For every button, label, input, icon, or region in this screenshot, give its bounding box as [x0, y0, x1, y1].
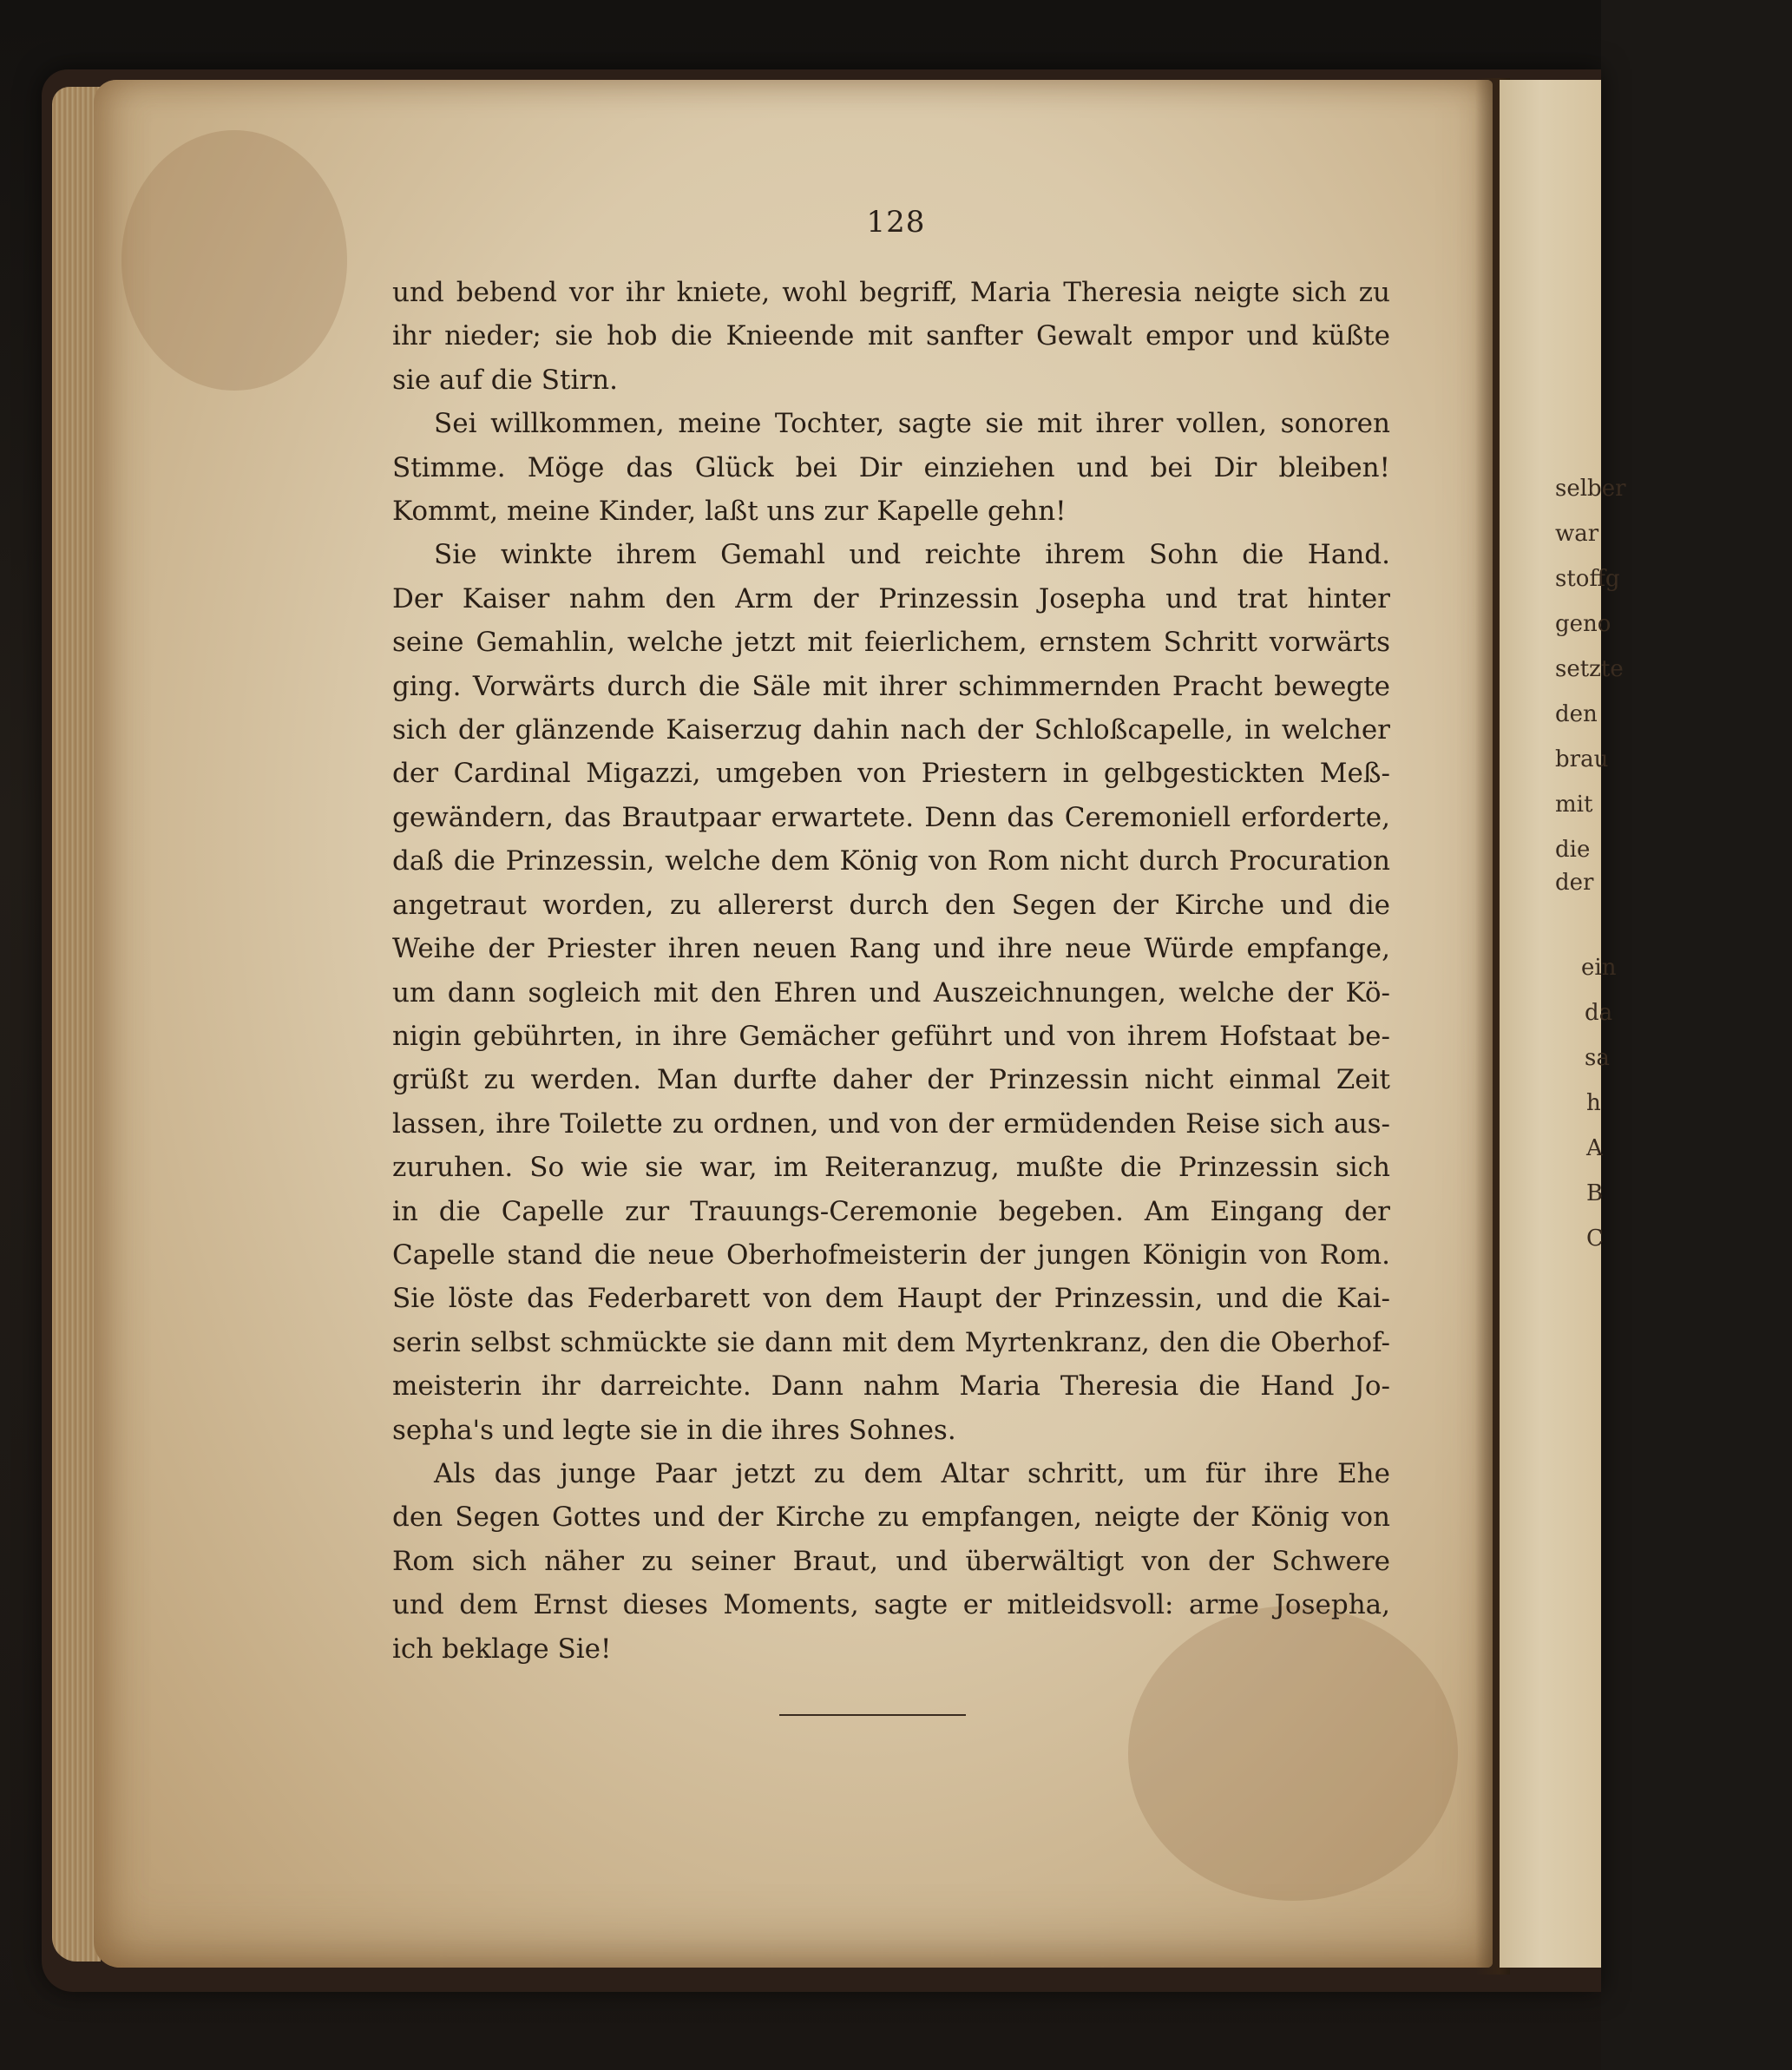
text-line: Kommt, meine Kinder, laßt uns zur Kapelle gehn!: [392, 496, 1067, 528]
text-line: Sie löste das Federbarett von dem Haupt der Prinzessin, und die Kai-: [392, 1283, 1390, 1315]
facing-page-word: geno: [1555, 611, 1611, 637]
text-line: grüßt zu werden. Man durfte daher der Prinzessin nicht einmal Zeit: [392, 1064, 1390, 1096]
facing-page-word: ein: [1581, 955, 1617, 981]
section-divider: [779, 1714, 966, 1716]
text-line: und dem Ernst dieses Moments, sagte er mitleidsvoll: arme Josepha,: [392, 1589, 1390, 1621]
text-line: der Cardinal Migazzi, umgeben von Priestern in gelbgestickten Meß-: [392, 758, 1390, 790]
text-line: lassen, ihre Toilette zu ordnen, und von der ermüdenden Reise sich aus-: [392, 1107, 1390, 1140]
facing-page-word: selber: [1555, 476, 1626, 502]
text-line: Als das junge Paar jetzt zu dem Altar schritt, um für ihre Ehe: [434, 1457, 1390, 1489]
facing-page-word: C: [1586, 1226, 1604, 1252]
text-line: ihr nieder; sie hob die Knieende mit sanfter Gewalt empor und küßte: [392, 320, 1390, 352]
facing-page-word: brau: [1555, 746, 1609, 772]
text-line: Sei willkommen, meine Tochter, sagte sie mit ihrer vollen, sonoren: [434, 408, 1390, 440]
text-line: seine Gemahlin, welche jetzt mit feierlichem, ernstem Schritt vorwärts: [392, 627, 1390, 659]
page-number: 128: [866, 205, 926, 240]
text-line: Der Kaiser nahm den Arm der Prinzessin Josepha und trat hinter: [392, 582, 1390, 614]
facing-page-word: da: [1585, 1000, 1613, 1026]
text-line: den Segen Gottes und der Kirche zu empfangen, neigte der König von: [392, 1502, 1390, 1534]
text-line: in die Capelle zur Trauungs-Ceremonie begeben. Am Eingang der: [392, 1195, 1390, 1227]
text-line: sich der glänzende Kaiserzug dahin nach der Schloßcapelle, in welcher: [392, 714, 1390, 746]
facing-page-word: stoffg: [1555, 566, 1620, 592]
facing-page-word: mit: [1555, 792, 1593, 818]
text-line: gewändern, das Brautpaar erwartete. Denn das Ceremoniell erforderte,: [392, 801, 1390, 833]
facing-page-word: die: [1555, 837, 1591, 863]
facing-page-word: sa: [1585, 1045, 1610, 1071]
text-line: meisterin ihr darreichte. Dann nahm Maria Theresia die Hand Jo-: [392, 1370, 1390, 1403]
text-line: Rom sich näher zu seiner Braut, und überwältigt von der Schwere: [392, 1545, 1390, 1577]
text-line: um dann sogleich mit den Ehren und Auszeichnungen, welche der Kö-: [392, 976, 1390, 1009]
text-line: ich beklage Sie!: [392, 1633, 612, 1665]
text-line: serin selbst schmückte sie dann mit dem Myrtenkranz, den die Oberhof-: [392, 1326, 1390, 1358]
facing-page-word: B: [1586, 1180, 1604, 1206]
facing-page-word: der: [1555, 870, 1594, 896]
facing-page-word: war: [1555, 521, 1599, 547]
text-line: angetraut worden, zu allererst durch den Segen der Kirche und die: [392, 889, 1390, 921]
text-line: Stimme. Möge das Glück bei Dir einziehen und bei Dir bleiben!: [392, 451, 1390, 483]
text-line: sie auf die Stirn.: [392, 364, 619, 396]
text-line: daß die Prinzessin, welche dem König von Rom nicht durch Procuration: [392, 845, 1390, 877]
facing-page-word: den: [1555, 701, 1598, 727]
stain: [121, 130, 347, 391]
text-line: Sie winkte ihrem Gemahl und reichte ihrem Sohn die Hand.: [434, 539, 1390, 571]
text-line: nigin gebührten, in ihre Gemächer geführt und von ihrem Hofstaat be-: [392, 1020, 1390, 1052]
body-text: [392, 271, 1390, 1671]
text-line: sepha's und legte sie in die ihres Sohnes.: [392, 1414, 956, 1446]
facing-page-word: A: [1586, 1135, 1603, 1161]
text-line: ging. Vorwärts durch die Säle mit ihrer schimmernden Pracht bewegte: [392, 670, 1390, 702]
text-line: und bebend vor ihr kniete, wohl begriff, Maria Theresia neigte sich zu: [392, 277, 1390, 308]
text-line: Weihe der Priester ihren neuen Rang und ihre neue Würde empfange,: [392, 933, 1390, 965]
text-line: Capelle stand die neue Oberhofmeisterin der jungen Königin von Rom.: [392, 1239, 1390, 1271]
facing-page-word: h: [1586, 1090, 1601, 1116]
text-line: zuruhen. So wie sie war, im Reiteranzug, mußte die Prinzessin sich: [392, 1152, 1390, 1184]
facing-page-word: setzte: [1555, 656, 1624, 682]
